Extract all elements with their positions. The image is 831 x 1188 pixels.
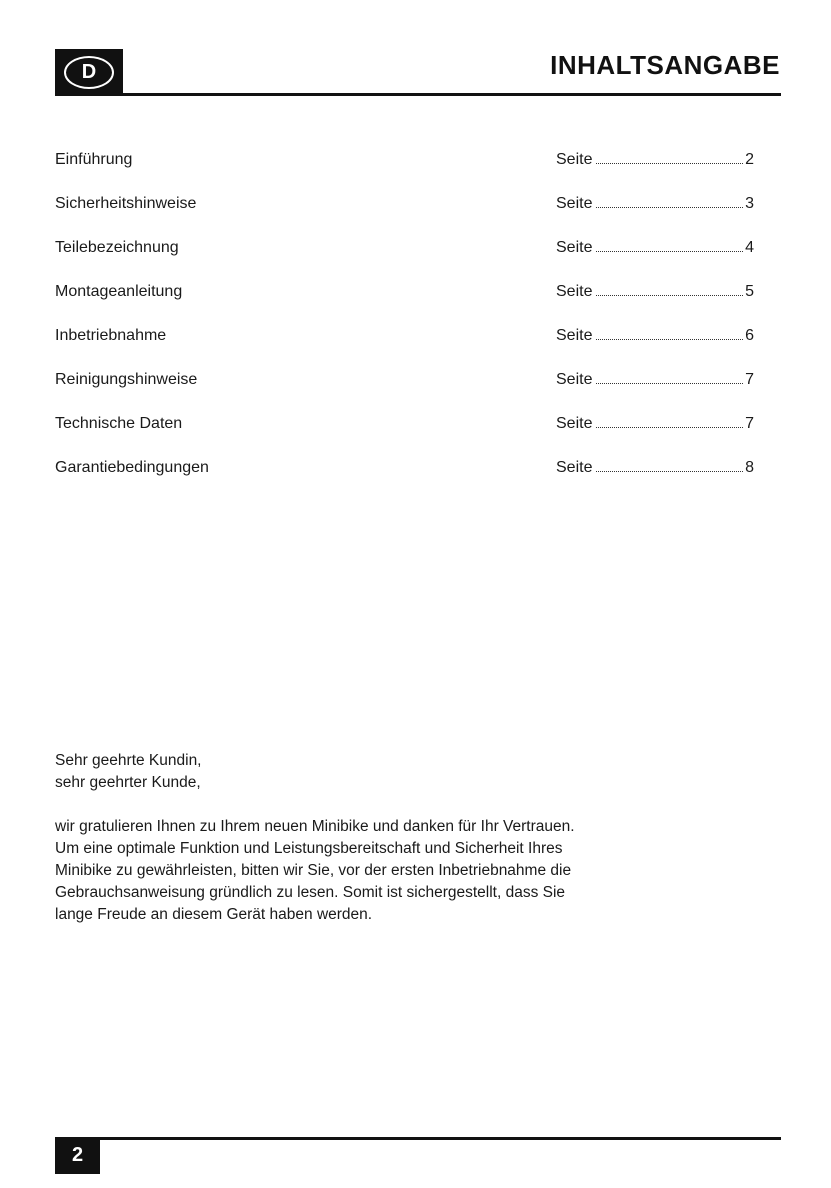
footer-divider: [100, 1137, 781, 1140]
toc-page-ref: [556, 456, 754, 480]
toc-entry-title: Inbetriebnahme: [55, 327, 167, 344]
toc-page-ref: [556, 324, 754, 348]
greeting: [55, 750, 595, 794]
toc-leader-dots: [596, 413, 743, 428]
toc-entry-title: Technische Daten: [55, 415, 183, 432]
toc-leader-dots: [596, 237, 743, 252]
toc-entry: [55, 412, 755, 456]
toc-page-word: Seite: [556, 195, 593, 212]
toc-entry-title: Einführung: [55, 151, 133, 168]
toc-page-word: Seite: [556, 415, 593, 432]
toc-page-word: Seite: [556, 151, 593, 168]
toc-entry: [55, 236, 755, 280]
language-code: D: [64, 56, 114, 89]
toc-page-word: Seite: [556, 327, 593, 344]
toc-entry-title: Garantiebedingungen: [55, 459, 209, 476]
toc-page-ref: [556, 148, 754, 172]
toc-page-number: 7: [745, 415, 754, 432]
toc-entry-title: Teilebezeichnung: [55, 239, 179, 256]
toc-entry-title: Reinigungshinweise: [55, 371, 198, 388]
toc-page-number: 3: [745, 195, 754, 212]
header-divider: [123, 93, 781, 96]
toc-page-ref: [556, 236, 754, 260]
toc-entry-title: Sicherheitshinweise: [55, 195, 197, 212]
toc-page-number: 7: [745, 371, 754, 388]
toc-leader-dots: [596, 369, 743, 384]
greeting-line: Sehr geehrte Kundin,: [55, 752, 202, 769]
toc-entry: [55, 368, 755, 412]
intro-paragraph: wir gratulieren Ihnen zu Ihrem neuen Minibike und danken für Ihr Vertrauen. Um eine optimale Funktion und Leistungsbereitschaft und Sicherheit Ihres Minibike zu gewährleisten, bitten wir Sie, vor der ersten Inbetriebnahme die Gebrauchsanweisung gründlich zu lesen. Somit ist sichergestellt, dass Sie lange Freude an diesem Gerät haben werden.: [55, 818, 575, 923]
toc-page-word: Seite: [556, 239, 593, 256]
toc-page-ref: [556, 280, 754, 304]
toc-entry: [55, 324, 755, 368]
toc-page-word: Seite: [556, 371, 593, 388]
toc-leader-dots: [596, 281, 743, 296]
toc-leader-dots: [596, 149, 743, 164]
page-number: 2: [55, 1137, 100, 1174]
toc-entry: [55, 192, 755, 236]
toc-leader-dots: [596, 325, 743, 340]
page-title: INHALTSANGABE: [550, 50, 780, 80]
toc-entry: [55, 148, 755, 192]
toc-page-number: 2: [745, 151, 754, 168]
greeting-line: sehr geehrter Kunde,: [55, 774, 201, 791]
toc-entry-title: Montageanleitung: [55, 283, 183, 300]
toc-entry: [55, 280, 755, 324]
language-badge: [55, 49, 123, 96]
toc-page-number: 8: [745, 459, 754, 476]
toc-page-ref: [556, 192, 754, 216]
toc-page-word: Seite: [556, 459, 593, 476]
toc-page-ref: [556, 368, 754, 392]
toc-leader-dots: [596, 193, 743, 208]
toc-page-ref: [556, 412, 754, 436]
toc-page-word: Seite: [556, 283, 593, 300]
toc-entry: [55, 456, 755, 500]
toc-page-number: 5: [745, 283, 754, 300]
table-of-contents: [55, 148, 755, 500]
toc-leader-dots: [596, 457, 743, 472]
toc-page-number: 4: [745, 239, 754, 256]
toc-page-number: 6: [745, 327, 754, 344]
